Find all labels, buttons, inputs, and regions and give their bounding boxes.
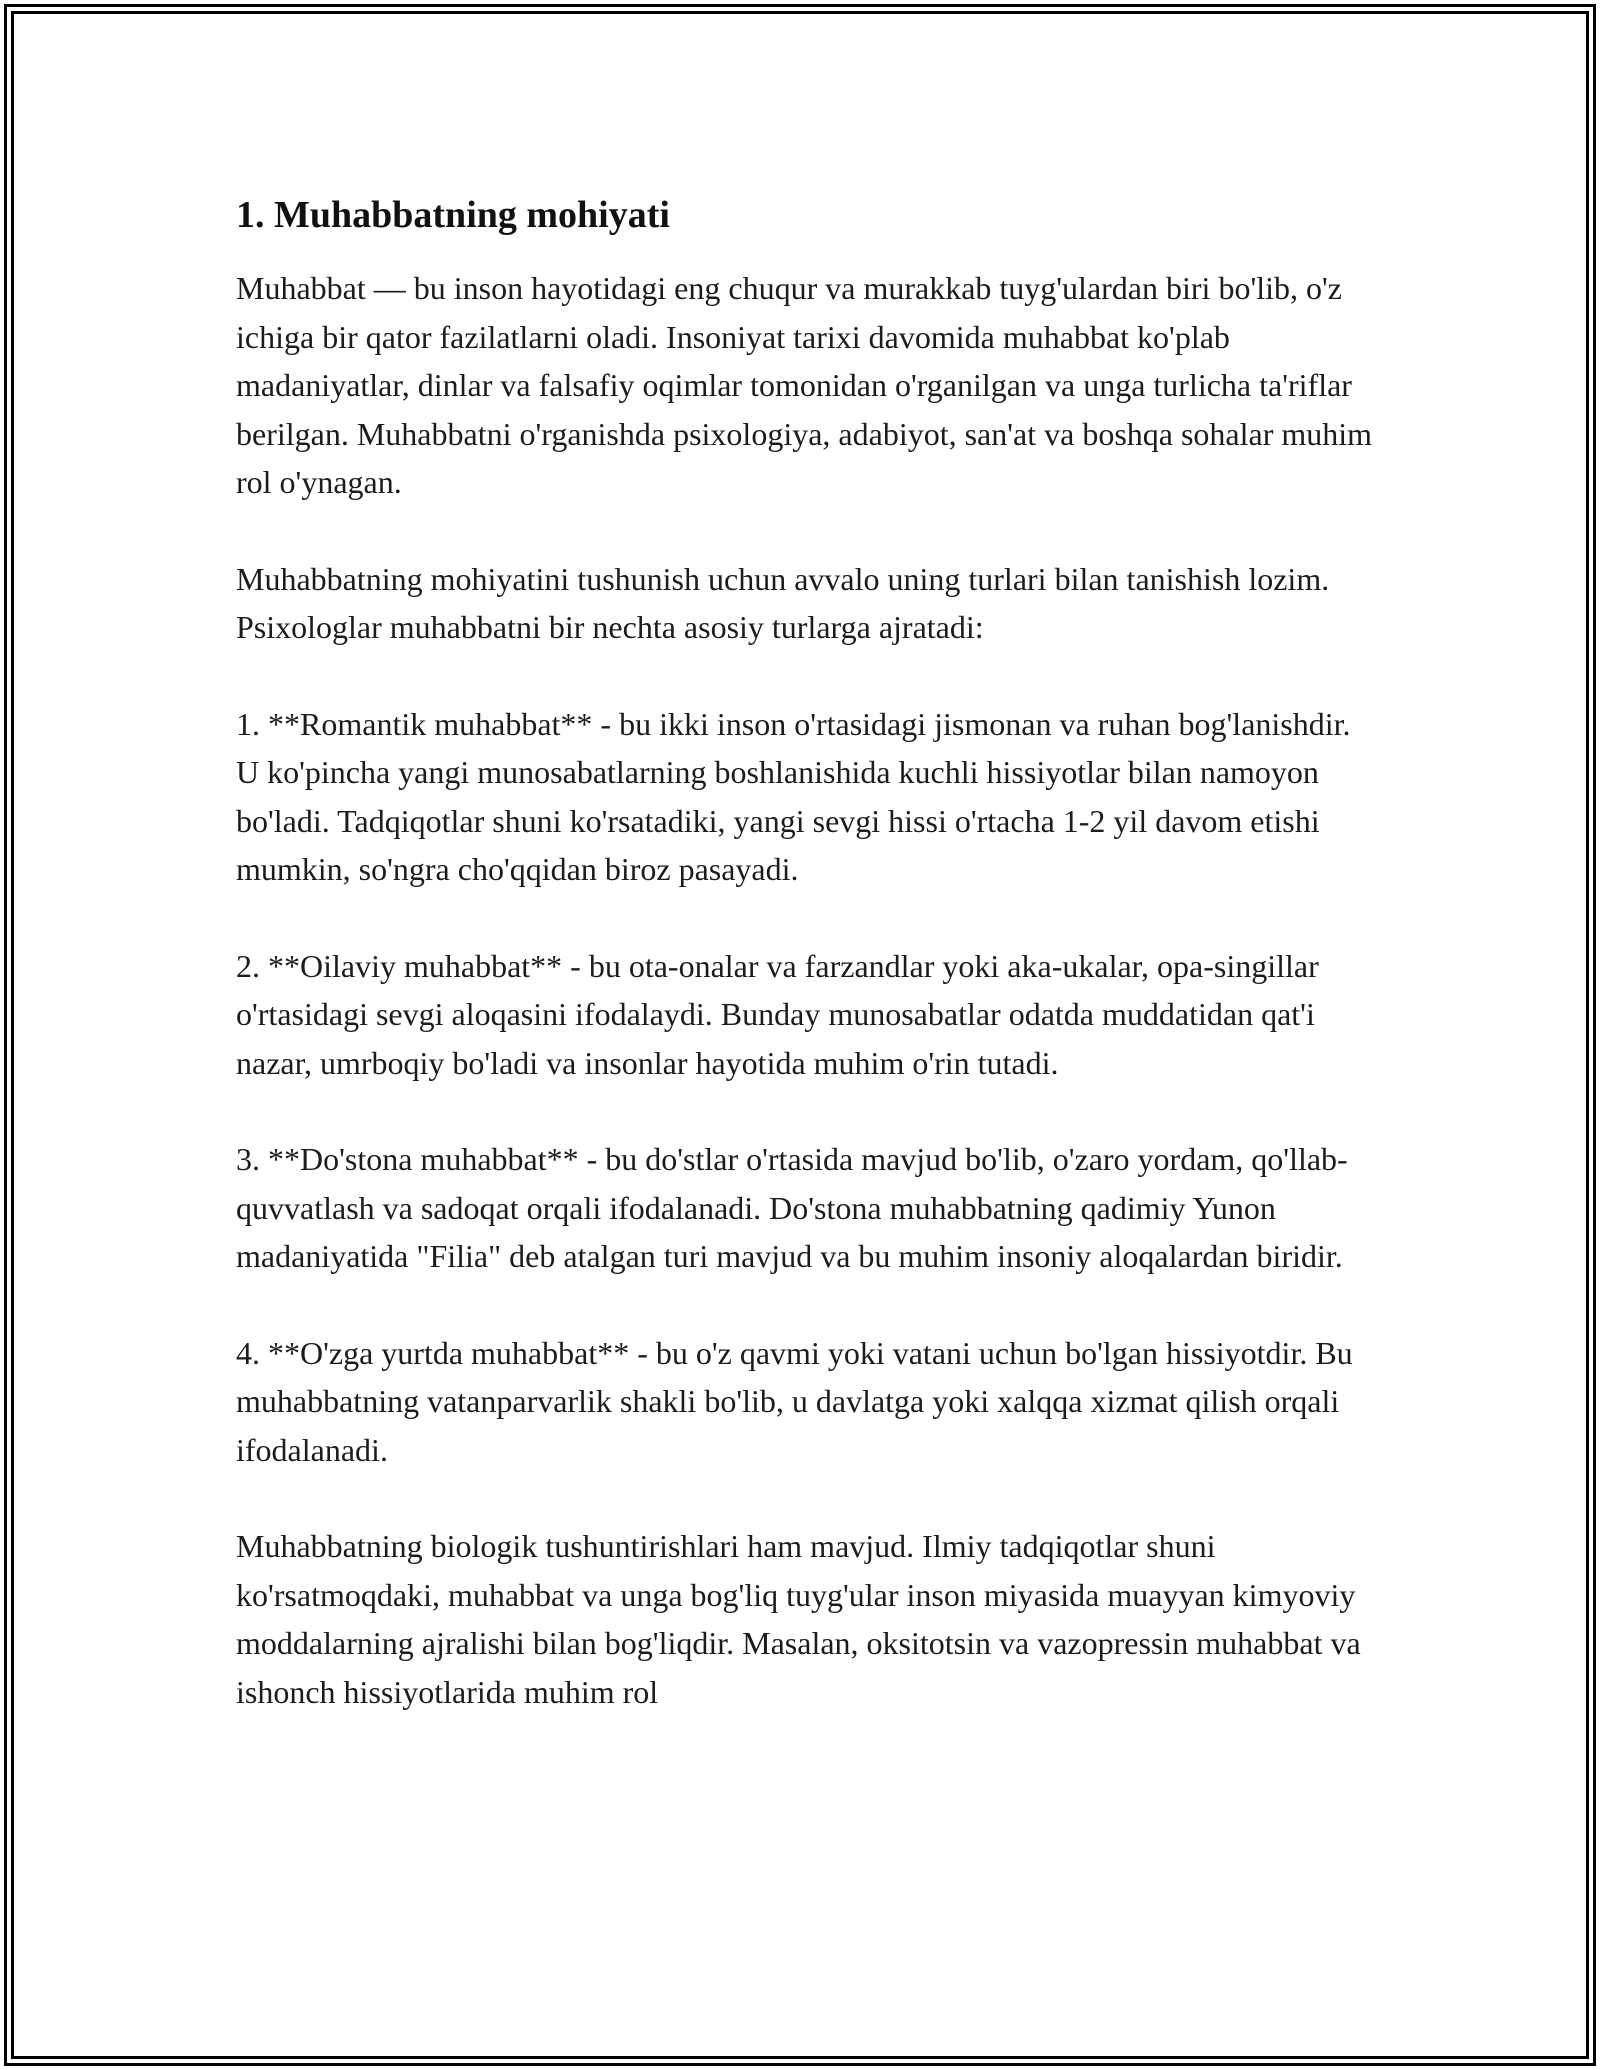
paragraph-biology: Muhabbatning biologik tushuntirishlari ham mavjud. Ilmiy tadqiqotlar shuni ko'rsatmoqdaki, muhabbat va unga bog'liq tuyg'ular inson miyasida muayyan kimyoviy moddalarning ajralishi bilan bog'liqdir. Masalan, oksitotsin va vazopressin muhabbat va ishonch hissiyotlarida muhim rol — [236, 1528, 1361, 1710]
paragraph-friendly-love: 3. **Do'stona muhabbat** - bu do'stlar o'rtasida mavjud bo'lib, o'zaro yordam, qo'llab-quvvatlash va sadoqat orqali ifodalanadi. Do'stona muhabbatning qadimiy Yunon madaniyatida "Filia" deb atalgan turi mavjud va bu muhim insoniy aloqalardan biridir. — [236, 1141, 1348, 1274]
section-title: 1. Muhabbatning mohiyati — [236, 194, 670, 236]
paragraph-intro: Muhabbat — bu inson hayotidagi eng chuqur va murakkab tuyg'ulardan biri bo'lib, o'z ichiga bir qator fazilatlarni oladi. Insoniyat tarixi davomida muhabbat ko'plab madaniyatlar, dinlar va falsafiy oqimlar tomonidan o'rganilgan va unga turlicha ta'riflar berilgan. Muhabbatni o'rganishda psixologiya, adabiyot, san'at va boshqa sohalar muhim rol o'ynagan. — [236, 270, 1373, 500]
paragraph-types-intro: Muhabbatning mohiyatini tushunish uchun avvalo uning turlari bilan tanishish lozim. Psixologlar muhabbatni bir nechta asosiy turlarga ajratadi: — [236, 560, 1330, 645]
document-body — [236, 186, 1376, 1764]
paragraph-romantic-love: 1. **Romantik muhabbat** - bu ikki inson o'rtasidagi jismonan va ruhan bog'lanishdir. U ko'pincha yangi munosabatlarning boshlanishida kuchli hissiyotlar bilan namoyon bo'ladi. Tadqiqotlar shuni ko'rsatadiki, yangi sevgi hissi o'rtacha 1-2 yil davom etishi mumkin, so'ngra cho'qqidan biroz pasayadi. — [236, 705, 1351, 887]
paragraph-patriotic-love: 4. **O'zga yurtda muhabbat** - bu o'z qavmi yoki vatani uchun bo'lgan hissiyotdir. Bu muhabbatning vatanparvarlik shakli bo'lib, u davlatga yoki xalqqa xizmat qilish orqali ifodalanadi. — [236, 1334, 1353, 1468]
paragraph-family-love: 2. **Oilaviy muhabbat** - bu ota-onalar va farzandlar yoki aka-ukalar, opa-singillar o'rtasidagi sevgi aloqasini ifodalaydi. Bunday munosabatlar odatda muddatidan qat'i nazar, umrboqiy bo'ladi va insonlar hayotida muhim o'rin tutadi. — [236, 947, 1319, 1081]
